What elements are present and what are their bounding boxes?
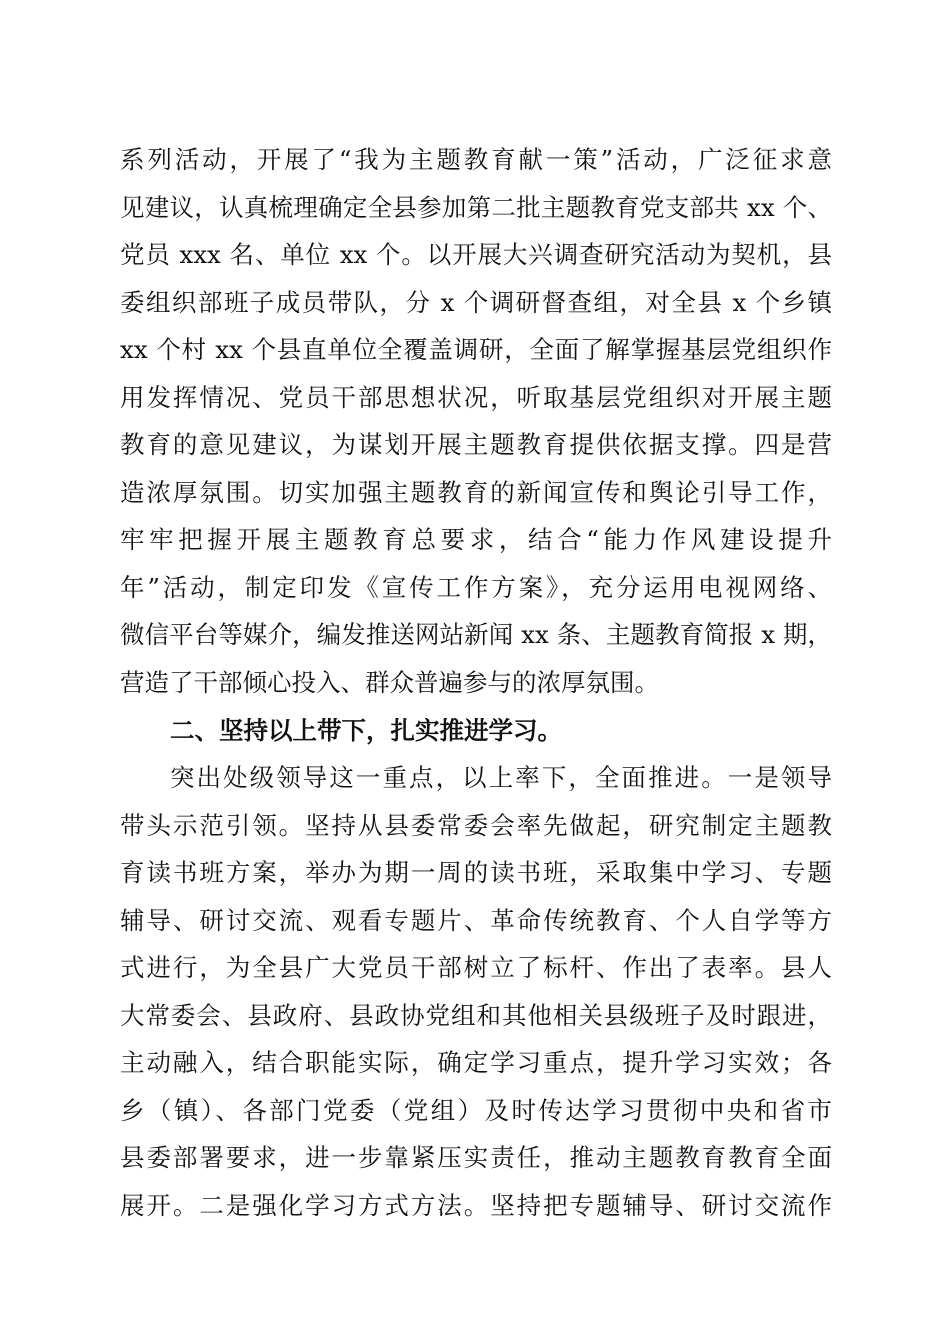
section-heading: 二、坚持以上带下，扎实推进学习。 xyxy=(170,716,562,745)
body-text-line: 乡（镇）、各部门党委（党组）及时传达学习贯彻中央和省市 xyxy=(120,1096,832,1125)
body-text-line: 营造了干部倾心投入、群众普遍参与的浓厚氛围。 xyxy=(120,668,659,697)
body-text-line: 党员 xxx 名、单位 xx 个。以开展大兴调查研究活动为契机，县 xyxy=(120,240,832,269)
body-text-line: 年”活动，制定印发《宣传工作方案》，充分运用电视网络、 xyxy=(120,573,832,602)
body-text-line: 育读书班方案，举办为期一周的读书班，采取集中学习、专题 xyxy=(120,858,832,887)
body-text-line: 展开。二是强化学习方式方法。坚持把专题辅导、研讨交流作 xyxy=(120,1191,832,1220)
body-text-line: 教育的意见建议，为谋划开展主题教育提供依据支撑。四是营 xyxy=(120,430,832,459)
body-text-line: 见建议，认真梳理确定全县参加第二批主题教育党支部共 xx 个、 xyxy=(120,193,832,222)
body-text-line: 式进行，为全县广大党员干部树立了标杆、作出了表率。县人 xyxy=(120,953,832,982)
body-text-line: 大常委会、县政府、县政协党组和其他相关县级班子及时跟进， xyxy=(120,1001,832,1030)
body-text-line: 用发挥情况、党员干部思想状况，听取基层党组织对开展主题 xyxy=(120,383,832,412)
body-text-line: 突出处级领导这一重点，以上率下，全面推进。一是领导 xyxy=(170,763,832,792)
body-text-line: 辅导、研讨交流、观看专题片、革命传统教育、个人自学等方 xyxy=(120,906,832,935)
body-text-line: 系列活动，开展了“我为主题教育献一策”活动，广泛征求意 xyxy=(120,145,832,174)
body-text-line: 委组织部班子成员带队，分 x 个调研督查组，对全县 x 个乡镇 xyxy=(120,288,832,317)
body-text-line: 县委部署要求，进一步靠紧压实责任，推动主题教育教育全面 xyxy=(120,1143,832,1172)
body-text-line: 造浓厚氛围。切实加强主题教育的新闻宣传和舆论引导工作， xyxy=(120,478,832,507)
body-text-line: 主动融入，结合职能实际，确定学习重点，提升学习实效；各 xyxy=(120,1048,832,1077)
body-text-line: xx 个村 xx 个县直单位全覆盖调研，全面了解掌握基层党组织作 xyxy=(120,335,832,364)
body-text-line: 微信平台等媒介，编发推送网站新闻 xx 条、主题教育简报 x 期， xyxy=(120,620,832,649)
body-text-line: 牢牢把握开展主题教育总要求，结合“能力作风建设提升 xyxy=(120,525,832,554)
body-text-line: 带头示范引领。坚持从县委常委会率先做起，研究制定主题教 xyxy=(120,811,832,840)
